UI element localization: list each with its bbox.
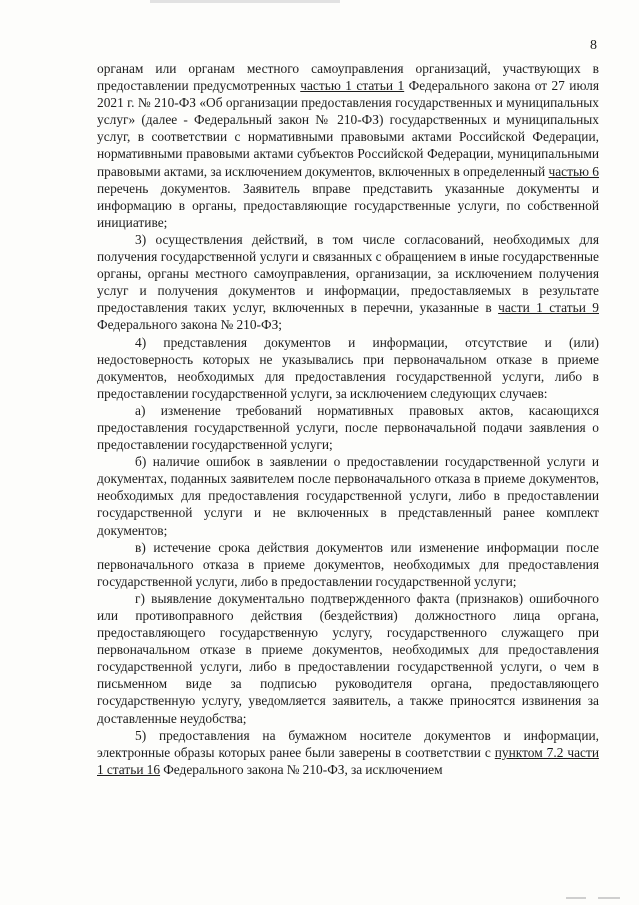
legal-reference-link[interactable]: частью 1 статьи 1	[300, 78, 405, 94]
paragraph-text: г) выявление документально подтвержденного факта (признаков) ошибочного или противоправного действия (бездействия) должностного лица органа, предоставляющего государственную услугу, государственного служащего при первоначальном отказе в приеме документов, необходимых для предоставления государственной услуги, либо в предоставлении государственной услуги, о чем в письменном виде за подписью руководителя органа, предоставляющего государственную услугу, уведомляется заявитель, а также приносятся извинения за доставленные неудобства;	[97, 590, 599, 726]
paragraph-text: 3) осуществления действий, в том числе согласований, необходимых для получения государственной услуги и связанных с обращением в иные государственные органы, органы местного самоуправления, организации, за исключением получения услуг и получения документов и информации, предоставляемых в результате предоставления таких услуг, включенных в перечни, указанные в	[97, 231, 599, 316]
paragraph-text: б) наличие ошибок в заявлении о предоставлении государственной услуги и документах, поданных заявителем после первоначального отказа в приеме документов, необходимых для предоставления государственной услуги, либо в предоставлении государственной услуги и не включенных в представленный ранее комплект документов;	[97, 454, 599, 538]
paragraph-text: в) истечение срока действия документов или изменение информации после первоначального отказа в приеме документов, необходимых для предоставления государственной услуги, либо в предоставлении государственной услуги;	[97, 539, 599, 589]
paragraph-text: Федерального закона № 210-ФЗ;	[97, 317, 282, 333]
paragraph-text: а) изменение требований нормативных правовых актов, касающихся предоставления государственной услуги, после первоначальной подачи заявления о предоставлении государственной услуги;	[97, 402, 599, 453]
scan-edge-mark	[150, 0, 340, 3]
paragraph-text: 4) представления документов и информации, отсутствие и (или) недостоверность которых не указывались при первоначальном отказе в приеме документов, необходимых для предоставления государственной услуги, либо в предоставлении государственной услуги, за исключением следующих случаев:	[97, 334, 599, 401]
paragraph	[97, 231, 599, 334]
paragraph	[97, 60, 599, 231]
paragraph-text: Федерального закона № 210-ФЗ, за исключением	[160, 761, 443, 777]
scan-edge-mark	[598, 897, 620, 899]
legal-reference-link[interactable]: частью 6	[548, 163, 599, 179]
paragraph	[97, 453, 599, 538]
paragraph-text: органам или органам местного самоуправления организаций, участвующих в предоставлении предусмотренных	[97, 61, 599, 94]
page-number: 8	[590, 38, 597, 53]
paragraph	[97, 727, 599, 778]
paragraph-text: перечень документов. Заявитель вправе представить указанные документы и информацию в органы, предоставляющие государственные услуги, по собственной инициативе;	[97, 180, 599, 230]
paragraph-text: 5) предоставления на бумажном носителе документов и информации, электронные образы которых ранее были заверены в соответствии с	[97, 727, 599, 760]
paragraph	[97, 539, 599, 590]
paragraph	[97, 402, 599, 453]
paragraph	[97, 590, 599, 727]
legal-reference-link[interactable]: пунктом 7.2 части 1 статьи 16	[97, 744, 599, 777]
document-body	[97, 60, 599, 778]
paragraph-text: Федерального закона от 27 июля 2021 г. № 210-ФЗ «Об организации предоставления государственных и муниципальных услуг» (далее - Федеральный закон № 210-ФЗ) государственных и муниципальных услуг, в соответствии с нормативными правовыми актами Российской Федерации, нормативными правовыми актами субъектов Российской Федерации, муниципальными правовыми актами, за исключением документов, включенных в определенный	[97, 78, 599, 179]
legal-reference-link[interactable]: части 1 статьи 9	[498, 300, 599, 316]
scan-edge-mark	[566, 897, 586, 899]
paragraph	[97, 334, 599, 402]
